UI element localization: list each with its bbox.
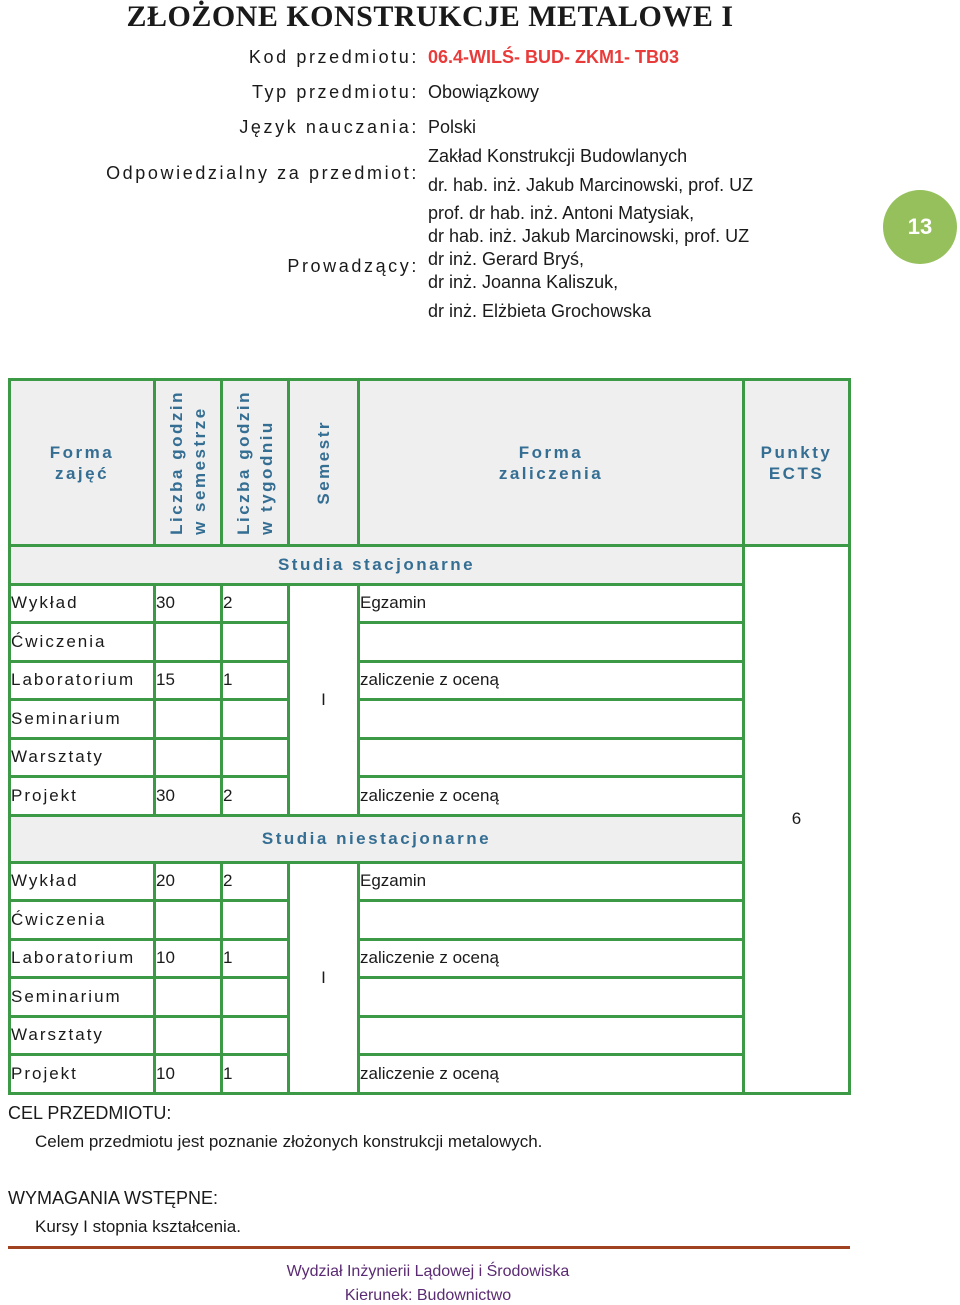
forma-cell: Warsztaty [10,1016,155,1055]
goal-text: Celem przedmiotu jest poznanie złożonych konstrukcji metalowych. [35,1132,543,1151]
header-hours-week: Liczba godzin w tygodniu [222,380,289,546]
forma-cell: Wykład [10,862,155,901]
lecturer-5: dr inż. Elżbieta Grochowska [428,301,652,321]
hours-cell [155,738,222,777]
forma-cell: Wykład [10,584,155,623]
requirements-text: Kursy I stopnia kształcenia. [35,1217,241,1236]
course-code-label: Kod przedmiotu: [248,47,419,67]
zaliczenie-cell [359,700,744,739]
header-forma-zajec: Forma zajęć [10,380,155,546]
forma-cell: Seminarium [10,700,155,739]
week-cell: 1 [222,661,289,700]
lecturer-3: dr inż. Gerard Bryś, [428,249,585,269]
course-code-value: 06.4-WILŚ- BUD- ZKM1- TB03 [428,47,680,67]
footer-faculty: Wydział Inżynierii Lądowej i Środowiska [286,1263,570,1280]
course-type-label: Typ przedmiotu: [251,82,419,102]
zaliczenie-cell [359,901,744,940]
footer-divider [8,1246,850,1249]
hours-cell: 10 [155,939,222,978]
table-row [10,777,850,816]
lecturer-2: dr hab. inż. Jakub Marcinowski, prof. UZ [428,226,750,246]
zaliczenie-cell: zaliczenie z oceną [359,939,744,978]
zaliczenie-cell [359,738,744,777]
section-row-stacjonarne [10,546,850,585]
table-row [10,623,850,662]
forma-cell: Seminarium [10,978,155,1017]
course-type-value: Obowiązkowy [428,82,540,102]
hours-cell: 15 [155,661,222,700]
hours-cell [155,901,222,940]
header-ects: Punkty ECTS [744,380,850,546]
table-row [10,978,850,1017]
header-semester: Semestr [289,380,359,546]
week-cell [222,738,289,777]
header-forma-zaliczenia: Forma zaliczenia [359,380,744,546]
responsible-label: Odpowiedzialny za przedmiot: [106,163,419,183]
week-cell: 2 [222,777,289,816]
table-row [10,1016,850,1055]
goal-heading: CEL PRZEDMIOTU: [8,1103,172,1123]
semester-cell: I [289,862,359,1093]
forma-cell: Laboratorium [10,661,155,700]
week-cell: 2 [222,862,289,901]
hours-cell: 20 [155,862,222,901]
responsible-person: dr. hab. inż. Jakub Marcinowski, prof. UZ [428,175,754,195]
table-row [10,1055,850,1094]
course-hours-table [8,378,851,1095]
week-cell [222,623,289,662]
hours-cell: 30 [155,777,222,816]
requirements-heading: WYMAGANIA WSTĘPNE: [8,1188,219,1208]
ects-value: 6 [744,546,850,1094]
zaliczenie-cell: Egzamin [359,584,744,623]
week-cell [222,978,289,1017]
section-title-stacjonarne: Studia stacjonarne [10,546,744,585]
semester-cell: I [289,584,359,815]
forma-cell: Projekt [10,777,155,816]
zaliczenie-cell [359,623,744,662]
table-row [10,661,850,700]
language-value: Polski [428,117,477,137]
table-row [10,584,850,623]
week-cell: 1 [222,1055,289,1094]
forma-cell: Laboratorium [10,939,155,978]
section-row-niestacjonarne [10,815,850,862]
section-title-niestacjonarne: Studia niestacjonarne [10,815,744,862]
hours-cell [155,700,222,739]
forma-cell: Ćwiczenia [10,623,155,662]
hours-cell: 30 [155,584,222,623]
table-row [10,901,850,940]
footer-field: Kierunek: Budownictwo [344,1287,512,1304]
table-header-row [10,380,850,546]
table-row [10,738,850,777]
page-title: ZŁOŻONE KONSTRUKCJE METALOWE I [126,0,734,33]
responsible-unit: Zakład Konstrukcji Budowlanych [428,146,688,166]
table-row [10,939,850,978]
forma-cell: Projekt [10,1055,155,1094]
zaliczenie-cell [359,978,744,1017]
page-number-badge: 13 [883,190,957,264]
zaliczenie-cell [359,1016,744,1055]
zaliczenie-cell: zaliczenie z oceną [359,1055,744,1094]
lecturer-4: dr inż. Joanna Kaliszuk, [428,272,619,292]
lecturer-1: prof. dr hab. inż. Antoni Matysiak, [428,203,695,223]
hours-cell [155,623,222,662]
week-cell [222,1016,289,1055]
forma-cell: Warsztaty [10,738,155,777]
week-cell: 1 [222,939,289,978]
language-label: Język nauczania: [239,117,419,137]
forma-cell: Ćwiczenia [10,901,155,940]
table-row [10,862,850,901]
lecturers-label: Prowadzący: [287,256,419,276]
week-cell: 2 [222,584,289,623]
hours-cell: 10 [155,1055,222,1094]
week-cell [222,700,289,739]
week-cell [222,901,289,940]
hours-cell [155,978,222,1017]
table-row [10,700,850,739]
zaliczenie-cell: zaliczenie z oceną [359,661,744,700]
hours-cell [155,1016,222,1055]
zaliczenie-cell: Egzamin [359,862,744,901]
header-hours-semester: Liczba godzin w semestrze [155,380,222,546]
zaliczenie-cell: zaliczenie z oceną [359,777,744,816]
